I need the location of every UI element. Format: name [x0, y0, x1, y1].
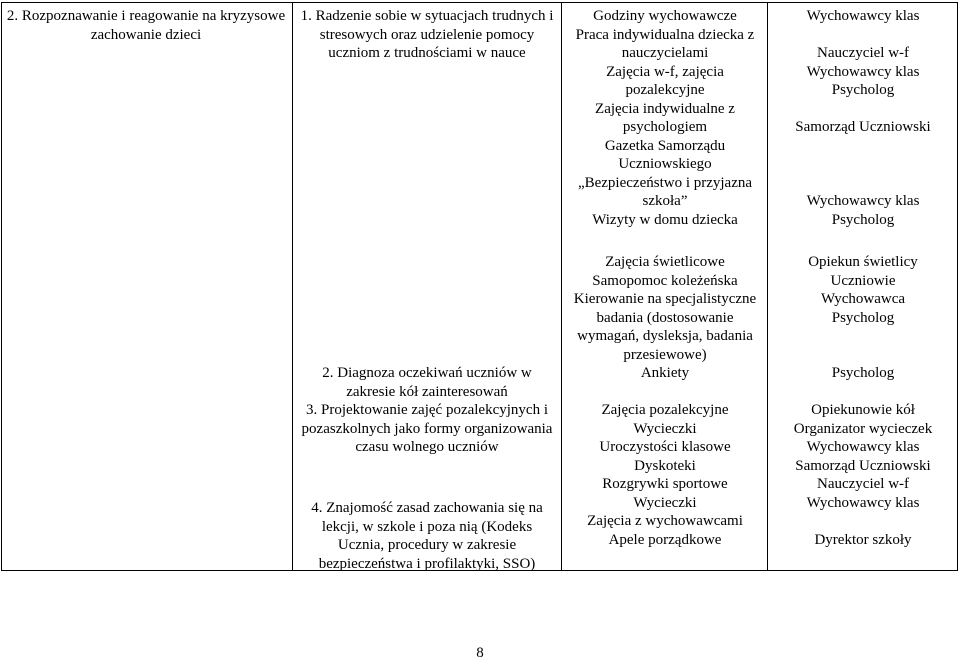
responsible-item: Psycholog [831, 309, 895, 326]
forms-block-2 [568, 253, 762, 383]
responsible-item: Samorząd Uczniowski [795, 457, 931, 474]
form-item: Zajęcia w-f, zajęcia pozalekcyjne [606, 63, 724, 98]
form-item: Uroczystości klasowe [599, 439, 731, 455]
task-2: 2. Diagnoza oczekiwań uczniów w zakresie kół zainteresowań [322, 365, 532, 400]
responsible-item: Wychowawcy klas [806, 8, 920, 24]
responsible-item: Opiekun świetlicy [808, 254, 918, 270]
responsible-block-1 [772, 7, 954, 229]
responsible-item: Dyrektor szkoły [814, 531, 912, 548]
area-cell [4, 7, 288, 44]
responsible-item: Nauczyciel w-f [816, 45, 910, 61]
form-item: Rozgrywki sportowe [602, 476, 728, 492]
form-item: Zajęcia indywidualne z psychologiem [595, 100, 735, 135]
forms-block-3 [568, 401, 762, 549]
form-item: Samopomoc koleżeńska [592, 272, 738, 289]
form-item: Apele porządkowe [608, 531, 722, 548]
form-item: Zajęcia świetlicowe [605, 254, 725, 270]
responsible-item: Psycholog [831, 211, 895, 228]
responsible-item: Wychowawcy klas [806, 193, 920, 209]
responsible-item: Psycholog [831, 365, 895, 381]
form-item: Praca indywidualna dziecka z nauczycielami [575, 26, 755, 61]
form-item: Godziny wychowawcze [593, 8, 737, 24]
responsible-item: Uczniowie [830, 272, 896, 289]
column-divider [561, 3, 562, 570]
responsible-item: Psycholog [831, 82, 895, 98]
responsible-item: Wychowawcy klas [806, 439, 920, 455]
form-item: Gazetka Samorządu Uczniowskiego „Bezpieczeństwo i przyjazna szkoła” [577, 137, 753, 209]
responsible-item: Wychowawcy klas [806, 494, 920, 511]
column-divider [292, 3, 293, 570]
form-item: Dyskoteki [634, 457, 696, 474]
responsible-item: Organizator wycieczek [793, 420, 933, 437]
page-number: 8 [476, 645, 484, 661]
column-divider [767, 3, 768, 570]
form-item: Kierowanie na specjalistyczne badania (dostosowanie wymagań, dysleksja, badania przesiewowe) [573, 291, 757, 363]
form-item: Zajęcia z wychowawcami [587, 513, 743, 529]
forms-block-1 [568, 7, 762, 229]
responsible-block-3 [772, 401, 954, 549]
form-item: Zajęcia pozalekcyjne [601, 402, 729, 418]
area-text: 2. Rozpoznawanie i reagowanie na kryzysowe zachowanie dzieci [6, 8, 286, 43]
responsible-item: Nauczyciel w-f [816, 476, 910, 492]
responsible-item: Samorząd Uczniowski [795, 119, 931, 135]
form-item: Wycieczki [633, 494, 697, 511]
task-3: 3. Projektowanie zajęć pozalekcyjnych i pozaszkolnych jako formy organizowania czasu wolnego uczniów [301, 402, 553, 455]
form-item: Wycieczki [633, 420, 697, 437]
responsible-item: Wychowawcy klas [806, 63, 920, 80]
task-4: 4. Znajomość zasad zachowania się na lekcji, w szkole i poza nią (Kodeks Ucznia, procedury w zakresie bezpieczeństwa i profilaktyki, SSO) [311, 500, 543, 572]
responsible-block-2 [772, 253, 954, 383]
task-1: 1. Radzenie sobie w sytuacjach trudnych i stresowych oraz udzielenie pomocy uczniom z trudnościami w nauce [300, 8, 554, 61]
responsible-item: Opiekunowie kół [811, 402, 915, 418]
form-item: Wizyty w domu dziecka [592, 211, 738, 228]
plan-table [1, 2, 958, 571]
form-item: Ankiety [640, 365, 690, 381]
responsible-item: Wychowawca [820, 291, 906, 307]
